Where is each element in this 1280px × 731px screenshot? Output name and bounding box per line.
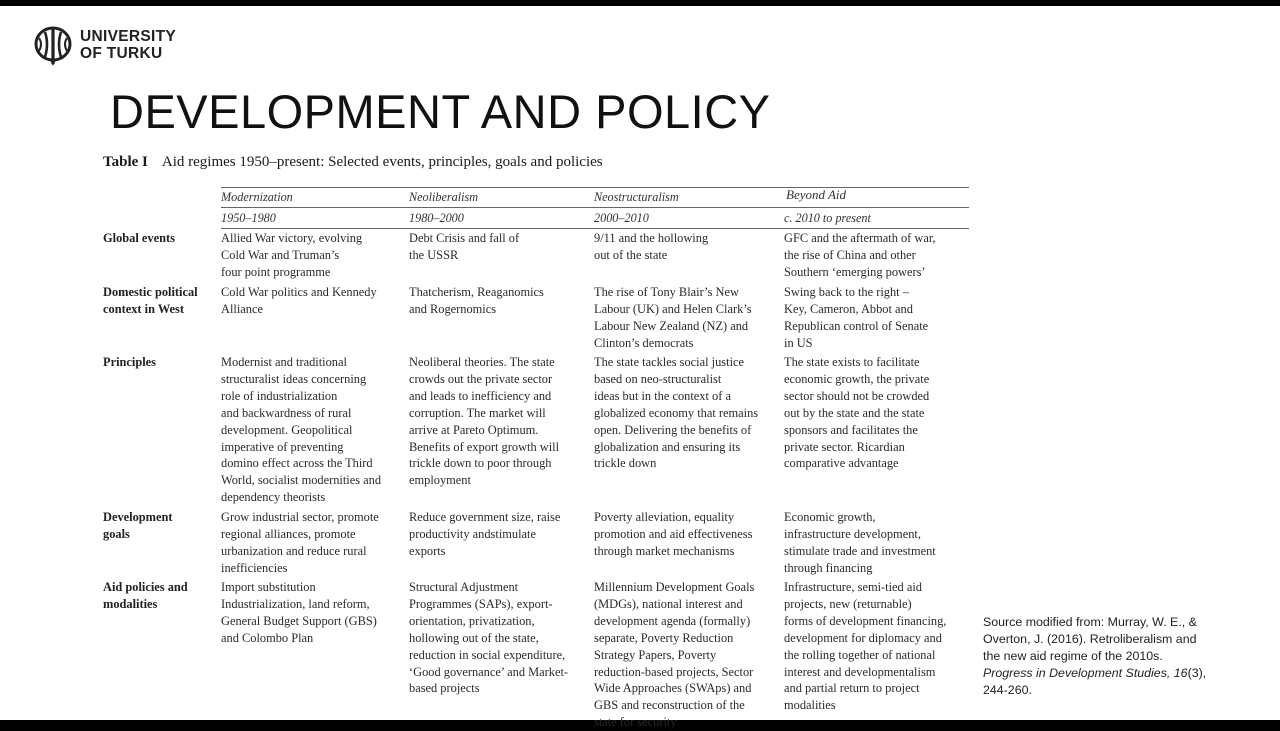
cell-line: interest and developmentalism xyxy=(784,664,936,679)
cell-line: projects, new (returnable) xyxy=(784,596,912,611)
column-header-period: 1950–1980 xyxy=(221,211,276,225)
row-header-line: context in West xyxy=(103,301,184,316)
cell-line: Southern ‘emerging powers’ xyxy=(784,264,926,279)
table-cell xyxy=(594,230,779,264)
citation-line: Source modified from: Murray, W. E., & xyxy=(983,615,1197,629)
table-rule-header-bottom xyxy=(221,228,969,229)
row-header-line: Global events xyxy=(103,231,175,245)
cell-line: imperative of preventing xyxy=(221,439,344,454)
cell-line: development for diplomacy and xyxy=(784,630,942,645)
cell-line: employment xyxy=(409,473,471,488)
table-cell xyxy=(221,230,401,281)
cell-line: and backwardness of rural xyxy=(221,405,352,420)
cell-line: Debt Crisis and fall of xyxy=(409,231,520,245)
row-header-line: Domestic political xyxy=(103,285,198,299)
cell-line: Economic growth, xyxy=(784,510,876,524)
column-header-name: Neoliberalism xyxy=(409,190,479,204)
cell-line: Alliance xyxy=(221,301,263,316)
column-header-period: 2000–2010 xyxy=(594,211,649,225)
cell-line: private sector. Ricardian xyxy=(784,439,905,454)
table-cell xyxy=(594,284,779,352)
row-header xyxy=(103,230,218,247)
cell-line: corruption. The market will xyxy=(409,405,546,420)
cell-line: out by the state and the state xyxy=(784,405,925,420)
cell-line: modalities xyxy=(784,698,836,713)
cell-line: four point programme xyxy=(221,264,331,279)
table-cell xyxy=(409,509,589,560)
cell-line: economic growth, the private xyxy=(784,371,930,386)
logo-line-2: OF TURKU xyxy=(80,45,163,62)
cell-line: urbanization and reduce rural xyxy=(221,543,367,558)
table-cell xyxy=(409,579,589,697)
cell-line: promotion and aid effectiveness xyxy=(594,526,753,541)
cell-line: development. Geopolitical xyxy=(221,422,353,437)
torch-emblem-icon xyxy=(33,24,73,66)
table-cell xyxy=(784,230,964,281)
table-label: Table I xyxy=(103,154,148,170)
cell-line: exports xyxy=(409,543,446,558)
citation-line: Overton, J. (2016). Retroliberalism and xyxy=(983,632,1197,646)
cell-line: GBS and reconstruction of the xyxy=(594,698,745,713)
slide-title: DEVELOPMENT AND POLICY xyxy=(110,85,771,138)
cell-line: out of the state xyxy=(594,247,668,262)
cell-line: through financing xyxy=(784,560,873,575)
table-cell xyxy=(409,354,589,489)
table-cell xyxy=(221,284,401,318)
table-cell xyxy=(784,509,964,577)
table-cell xyxy=(594,509,779,560)
cell-line: The state exists to facilitate xyxy=(784,355,920,369)
cell-line: and Rogernomics xyxy=(409,301,497,316)
row-header xyxy=(103,284,218,318)
citation-journal: Progress in Development Studies, 16 xyxy=(983,666,1188,680)
cell-line: Neoliberal theories. The state xyxy=(409,355,555,369)
row-header xyxy=(103,509,218,543)
cell-line: based on neo-structuralist xyxy=(594,371,722,386)
column-header-period: c. 2010 to present xyxy=(784,211,871,225)
citation-journal-line xyxy=(983,665,1243,682)
cell-line: sector should not be crowded xyxy=(784,388,930,403)
row-header xyxy=(103,579,218,613)
cell-line: Key, Cameron, Abbot and xyxy=(784,301,913,316)
cell-line: Cold War politics and Kennedy xyxy=(221,285,377,299)
cell-line: trickle down to poor through xyxy=(409,456,552,471)
cell-line: productivity andstimulate xyxy=(409,526,536,541)
cell-line: ideas but in the context of a xyxy=(594,388,731,403)
column-header-period: 1980–2000 xyxy=(409,211,464,225)
cell-line: in US xyxy=(784,335,813,350)
cell-line: orientation, privatization, xyxy=(409,613,535,628)
cell-line: globalization and ensuring its xyxy=(594,439,741,454)
row-header-line: goals xyxy=(103,526,130,541)
cell-line: arrive at Pareto Optimum. xyxy=(409,422,539,437)
column-header-name: Beyond Aid xyxy=(786,187,847,202)
cell-line: Millennium Development Goals xyxy=(594,580,755,594)
cell-line: hollowing out of the state, xyxy=(409,630,539,645)
cell-line: ‘Good governance’ and Market- xyxy=(409,664,569,679)
citation-issue: (3), xyxy=(1187,666,1207,680)
table-cell xyxy=(784,354,964,472)
cell-line: GFC and the aftermath of war, xyxy=(784,231,936,245)
row-header xyxy=(103,354,218,371)
column-header-name: Modernization xyxy=(221,190,293,204)
cell-line: General Budget Support (GBS) xyxy=(221,613,377,628)
row-header-line: Principles xyxy=(103,355,156,369)
slide xyxy=(0,6,1280,730)
cell-line: sponsors and facilitates the xyxy=(784,422,918,437)
cell-line: 9/11 and the hollowing xyxy=(594,231,709,245)
cell-line: Wide Approaches (SWAps) and xyxy=(594,681,752,696)
cell-line: Poverty alleviation, equality xyxy=(594,510,735,524)
source-citation xyxy=(983,614,1243,699)
table-cell xyxy=(594,579,779,731)
cell-line: and partial return to project xyxy=(784,681,920,696)
cell-line: comparative advantage xyxy=(784,456,899,471)
column-header-name: Neostructuralism xyxy=(594,190,679,204)
cell-line: and leads to inefficiency and xyxy=(409,388,552,403)
cell-line: the rolling together of national xyxy=(784,647,936,662)
cell-line: Benefits of export growth will xyxy=(409,439,560,454)
cell-line: reduction in social expenditure, xyxy=(409,647,566,662)
cell-line: forms of development financing, xyxy=(784,613,947,628)
cell-line: Industrialization, land reform, xyxy=(221,596,370,611)
cell-line: Clinton’s democrats xyxy=(594,335,694,350)
cell-line: The state tackles social justice xyxy=(594,355,745,369)
logo-line-1: UNIVERSITY xyxy=(80,28,177,45)
logo-text xyxy=(80,28,176,62)
table-cell xyxy=(409,230,589,264)
table-cell xyxy=(784,284,964,352)
citation-line: 244-260. xyxy=(983,683,1032,697)
cell-line: the rise of China and other xyxy=(784,247,916,262)
cell-line: role of industrialization xyxy=(221,388,338,403)
cell-line: and Colombo Plan xyxy=(221,630,314,645)
row-header-line: modalities xyxy=(103,596,158,611)
cell-line: separate, Poverty Reduction xyxy=(594,630,734,645)
table-cell xyxy=(409,284,589,318)
cell-line: regional alliances, promote xyxy=(221,526,356,541)
cell-line: the USSR xyxy=(409,247,459,262)
citation-line: the new aid regime of the 2010s. xyxy=(983,649,1163,663)
cell-line: open. Delivering the benefits of xyxy=(594,422,752,437)
cell-line: Grow industrial sector, promote xyxy=(221,510,379,524)
cell-line: crowds out the private sector xyxy=(409,371,553,386)
cell-line: Modernist and traditional xyxy=(221,355,347,369)
cell-line: Republican control of Senate xyxy=(784,318,929,333)
row-header-line: Development xyxy=(103,510,173,524)
cell-line: Structural Adjustment xyxy=(409,580,519,594)
cell-line: Programmes (SAPs), export- xyxy=(409,596,553,611)
table-rule-top xyxy=(221,187,969,188)
university-logo xyxy=(33,24,176,66)
table-cell xyxy=(784,579,964,714)
cell-line: Labour New Zealand (NZ) and xyxy=(594,318,749,333)
cell-line: Swing back to the right – xyxy=(784,285,909,299)
table-rule-mid xyxy=(221,207,969,208)
cell-line: inefficiencies xyxy=(221,560,288,575)
cell-line: state for security xyxy=(594,715,677,730)
cell-line: Allied War victory, evolving xyxy=(221,231,363,245)
cell-line: dependency theorists xyxy=(221,490,326,505)
cell-line: based projects xyxy=(409,681,480,696)
cell-line: infrastructure development, xyxy=(784,526,921,541)
cell-line: domino effect across the Third xyxy=(221,456,373,471)
table-caption xyxy=(103,154,603,171)
cell-line: stimulate trade and investment xyxy=(784,543,936,558)
cell-line: Labour (UK) and Helen Clark’s xyxy=(594,301,752,316)
cell-line: Strategy Papers, Poverty xyxy=(594,647,717,662)
cell-line: development agenda (formally) xyxy=(594,613,751,628)
row-header-line: Aid policies and xyxy=(103,580,188,594)
cell-line: trickle down xyxy=(594,456,657,471)
cell-line: The rise of Tony Blair’s New xyxy=(594,285,739,299)
table-cell xyxy=(221,509,401,577)
cell-line: reduction-based projects, Sector xyxy=(594,664,754,679)
cell-line: Cold War and Truman’s xyxy=(221,247,340,262)
cell-line: through market mechanisms xyxy=(594,543,735,558)
cell-line: World, socialist modernities and xyxy=(221,473,382,488)
cell-line: Import substitution xyxy=(221,580,316,594)
table-caption-text: Aid regimes 1950–present: Selected events, principles, goals and policies xyxy=(161,154,603,170)
table-cell xyxy=(221,354,401,506)
cell-line: Reduce government size, raise xyxy=(409,510,561,524)
cell-line: globalized economy that remains xyxy=(594,405,759,420)
cell-line: (MDGs), national interest and xyxy=(594,596,743,611)
cell-line: Infrastructure, semi-tied aid xyxy=(784,580,922,594)
cell-line: Thatcherism, Reaganomics xyxy=(409,285,544,299)
table-cell xyxy=(221,579,401,647)
table-cell xyxy=(594,354,779,472)
cell-line: structuralist ideas concerning xyxy=(221,371,367,386)
